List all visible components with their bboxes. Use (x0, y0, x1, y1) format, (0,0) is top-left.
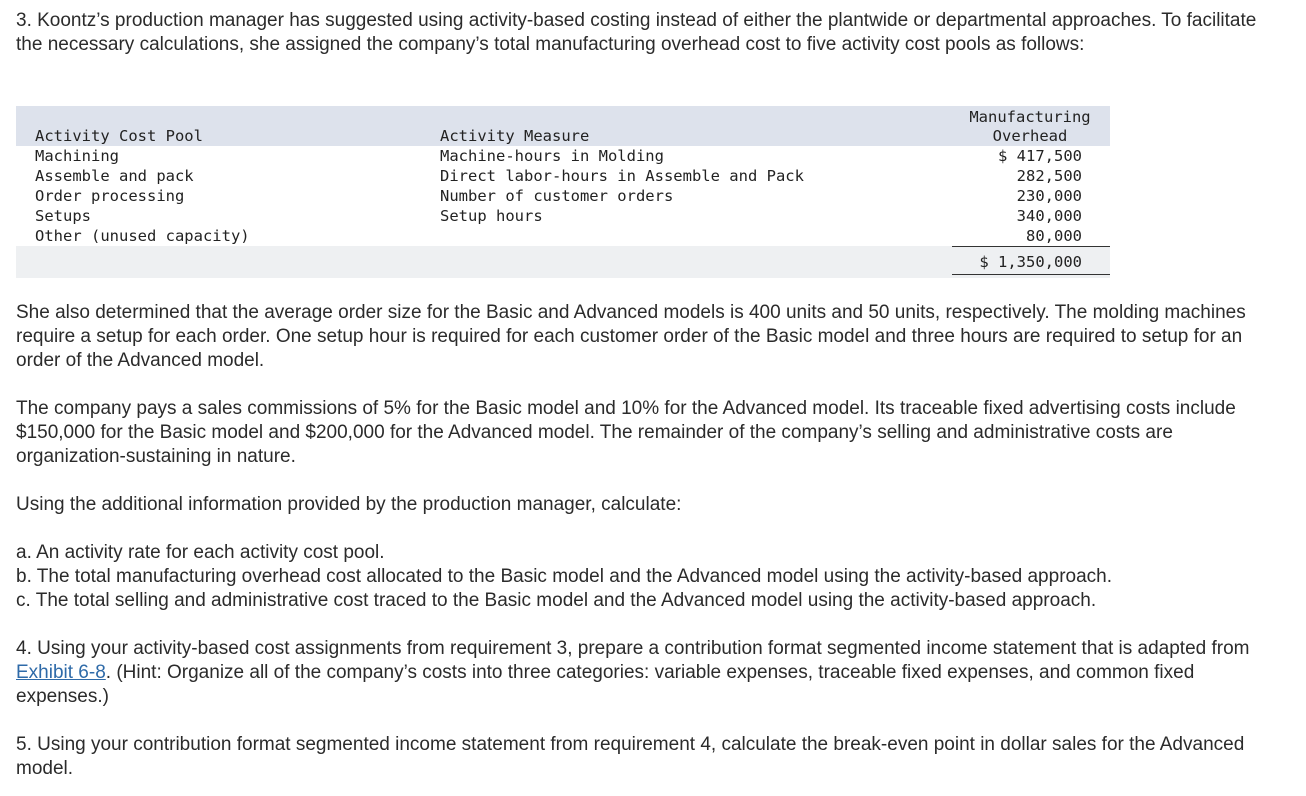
activity-cost-pool-table (16, 106, 1110, 278)
table-row-measure: Setup hours (440, 207, 543, 225)
table-row-pool: Machining (35, 147, 119, 165)
calculate-instruction: Using the additional information provided by the production manager, calculate: (16, 494, 682, 515)
col-header-overhead: Overhead (992, 127, 1068, 145)
requirement-a: a. An activity rate for each activity cost pool. (16, 542, 385, 563)
requirement-c: c. The total selling and administrative cost traced to the Basic model and the Advanced model using the activity-based approach. (16, 590, 1097, 611)
col-header-manufacturing: Manufacturing (969, 108, 1091, 126)
requirement-b: b. The total manufacturing overhead cost allocated to the Basic model and the Advanced model using the activity-based approach. (16, 566, 1112, 587)
exhibit-6-8-link[interactable]: Exhibit 6-8 (16, 662, 106, 683)
col-header-activity-cost-pool: Activity Cost Pool (35, 127, 203, 145)
requirement-4 (16, 637, 1286, 709)
table-row-amount: $ 417,500 (998, 147, 1082, 165)
table-row-amount: 340,000 (1016, 207, 1082, 225)
intro-paragraph: 3. Koontz’s production manager has suggested using activity-based costing instead of either the plantwide or departmental approaches. To facilitate the necessary calculations, she assigned the company’s total manufacturing overhead cost to five activity cost pools as follows: (16, 10, 1257, 55)
table-row-amount: 80,000 (1026, 227, 1082, 245)
table-row-amount: 282,500 (1016, 167, 1082, 185)
order-size-paragraph: She also determined that the average order size for the Basic and Advanced models is 400 units and 50 units, respectively. The molding machines require a setup for each order. One setup hour is required for each customer order of the Basic model and three hours are required to setup for an order of the Advanced model. (16, 302, 1246, 371)
col-header-activity-measure: Activity Measure (440, 127, 590, 145)
table-row-pool: Setups (35, 207, 91, 225)
requirement-4-text-before: 4. Using your activity-based cost assignments from requirement 3, prepare a contribution format segmented income statement that is adapted from (16, 638, 1250, 659)
commission-paragraph: The company pays a sales commissions of 5% for the Basic model and 10% for the Advanced model. Its traceable fixed advertising costs include $150,000 for the Basic model and $200,000 for the Advanced model. The remainder of the company’s selling and administrative costs are organization-sustaining in nature. (16, 398, 1236, 467)
table-total-amount: $ 1,350,000 (979, 253, 1082, 271)
table-row-amount: 230,000 (1016, 187, 1082, 205)
requirement-5: 5. Using your contribution format segmented income statement from requirement 4, calculate the break-even point in dollar sales for the Advanced model. (16, 734, 1245, 779)
subtotal-rule (952, 246, 1110, 247)
table-row-measure: Direct labor-hours in Assemble and Pack (440, 167, 804, 185)
table-row-pool: Order processing (35, 187, 185, 205)
table-row-pool: Assemble and pack (35, 167, 194, 185)
table-row-measure: Machine-hours in Molding (440, 147, 664, 165)
requirement-4-text-after: . (Hint: Organize all of the company’s costs into three categories: variable expenses, traceable fixed expenses, and common fixed expenses.) (16, 662, 1195, 707)
table-row-measure: Number of customer orders (440, 187, 674, 205)
table-row-pool: Other (unused capacity) (35, 227, 250, 245)
total-underline (952, 274, 1110, 275)
